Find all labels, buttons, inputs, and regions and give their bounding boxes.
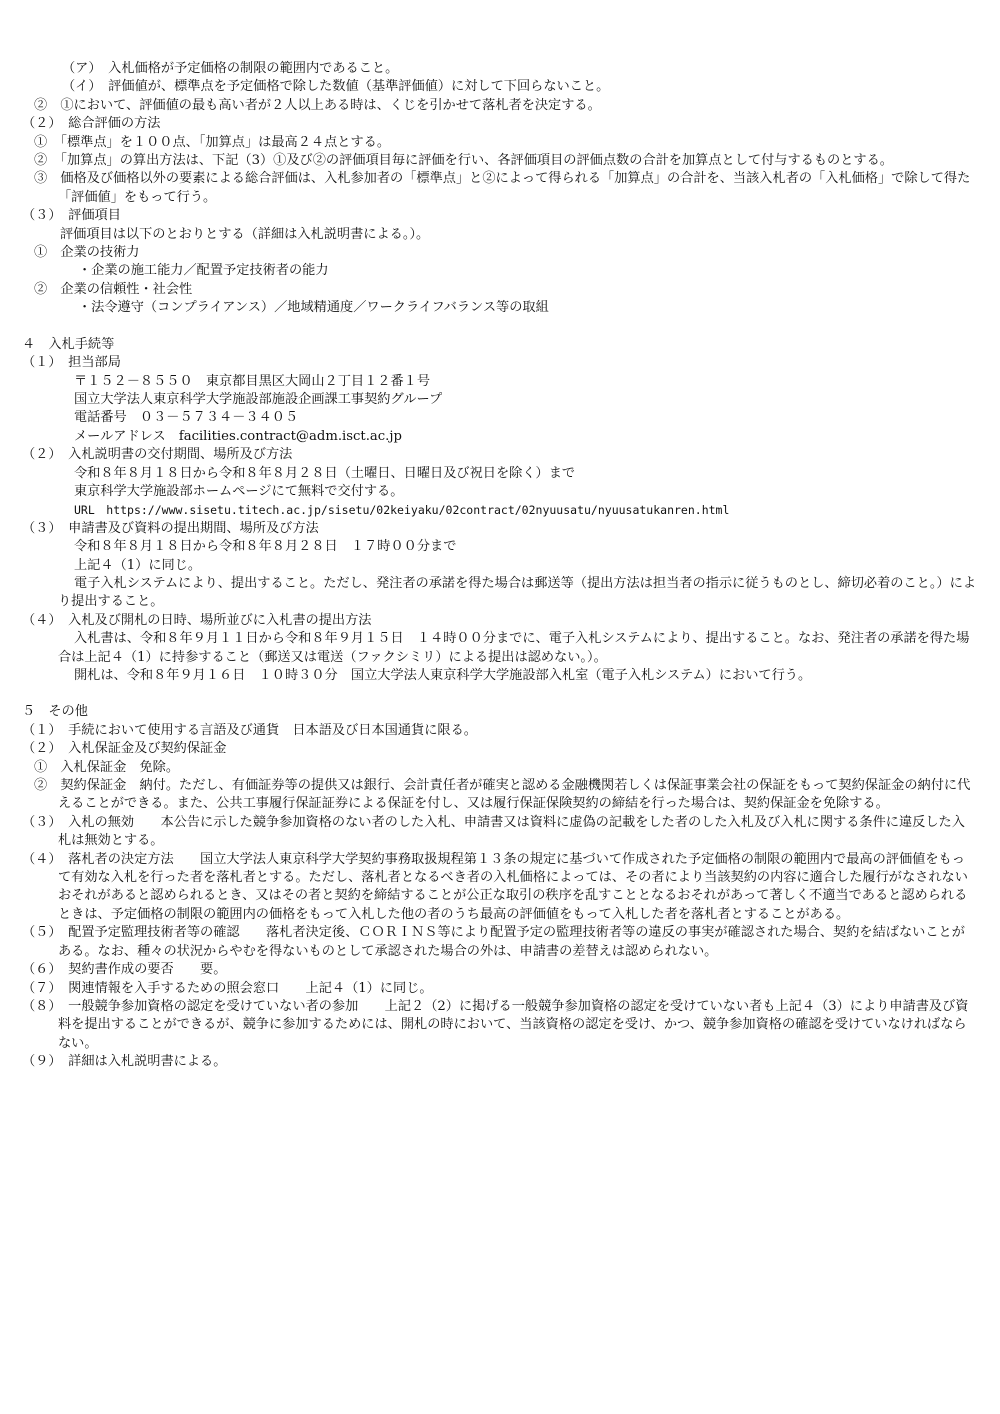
s5-2-bid-deposit: ① 入札保証金 免除。 bbox=[34, 759, 180, 775]
s4-2-method: 東京科学大学施設部ホームページにて無料で交付する。 bbox=[74, 483, 404, 499]
condition-a: （ア） 入札価格が予定価格の制限の範囲内であること。 bbox=[62, 61, 399, 76]
eval-items-heading: （３） 評価項目 bbox=[22, 208, 121, 224]
eval-item-2: ② 企業の信頼性・社会性 bbox=[34, 281, 193, 297]
s5-2-heading: （２） 入札保証金及び契約保証金 bbox=[22, 741, 227, 757]
s4-1-address: 〒１５２－８５５０ 東京都目黒区大岡山２丁目１２番１号 bbox=[74, 373, 431, 389]
s5-7-inquiry-contact: （７） 関連情報を入手するための照会窓口 上記４（1）に同じ。 bbox=[22, 980, 433, 996]
s4-2-heading: （２） 入札説明書の交付期間、場所及び方法 bbox=[22, 447, 293, 463]
eval-items-intro: 評価項目は以下のとおりとする（詳細は入札説明書による。）。 bbox=[60, 226, 430, 242]
s5-1-language: （１） 手続において使用する言語及び通貨 日本語及び日本国通貨に限る。 bbox=[22, 722, 477, 738]
s5-4-winner-decision: （４） 落札者の決定方法 国立大学法人東京科学大学契約事務取扱規程第１３条の規定に基づいて作成された予定価格の制限の範囲内で最高の評価値をもって有効な入札を行った者を落札者とする。ただし、落札者となるべき者の入札価格によっては、その者により当該契約の内容に適合した履行がなされないおそれがあると認められるとき、又はその者と契約を締結することが公正な取引の秩序を乱すこととなるおそれがあって著しく不適当であると認められるときは、予定価格の制限の範囲内の価格をもって入札した他の者のうち最高の評価値をもって入札した者を落札者とすることがある。 bbox=[22, 851, 968, 922]
s5-5-engineer-check: （５） 配置予定監理技術者等の確認 落札者決定後、ＣＯＲＩＮＳ等により配置予定の監理技術者等の違反の事実が確認された場合、契約を結ばないことがある。なお、種々の状況からやむを得ないものとして承認された場合の外は、申請書の差替えは認められない。 bbox=[22, 925, 965, 959]
s4-1-email[interactable]: メールアドレス facilities.contract@adm.isct.ac.jp bbox=[74, 428, 402, 444]
s5-2-contract-deposit: ② 契約保証金 納付。ただし、有価証券等の提供又は銀行、会計責任者が確実と認める金融機関若しくは保証事業会社の保証をもって契約保証金の納付に代えることができる。また、公共工事履行保証証券による保証を付し、又は履行保証保険契約の締結を行った場合は、契約保証金を免除する。 bbox=[34, 778, 971, 812]
s4-1-department: 国立大学法人東京科学大学施設部施設企画課工事契約グループ bbox=[74, 391, 443, 407]
document-body bbox=[22, 60, 978, 1072]
s5-3-invalid-bids: （３） 入札の無効 本公告に示した競争参加資格のない者のした入札、申請書又は資料に虚偽の記載をした者のした入札及び入札に関する条件に違反した入札は無効とする。 bbox=[22, 814, 965, 849]
section-5-title: ５ その他 bbox=[22, 704, 88, 720]
s5-6-contract-document: （６） 契約書作成の要否 要。 bbox=[22, 962, 227, 978]
s4-3-method: 電子入札システムにより、提出すること。ただし、発注者の承諾を得た場合は郵送等（提出方法は担当者の指示に従うものとし、締切必着のこと。）により提出すること。 bbox=[58, 575, 977, 610]
s4-1-phone: 電話番号 ０３－５７３４－３４０５ bbox=[74, 410, 299, 426]
s4-3-place: 上記４（1）に同じ。 bbox=[74, 557, 202, 573]
eval-method-item-2: ② 「加算点」の算出方法は、下記（3）①及び②の評価項目毎に評価を行い、各評価項目の評価点数の合計を加算点として付与するものとする。 bbox=[34, 153, 893, 169]
condition-b: （イ） 評価値が、標準点を予定価格で除した数値（基準評価値）に対して下回らないこと。 bbox=[62, 79, 610, 95]
eval-method-item-1: ① 「標準点」を１００点、「加算点」は最高２４点とする。 bbox=[34, 134, 391, 150]
eval-method-heading: （２） 総合評価の方法 bbox=[22, 116, 161, 132]
eval-item-1-detail: ・企業の施工能力／配置予定技術者の能力 bbox=[78, 263, 329, 279]
tie-breaker-item: ② ①において、評価値の最も高い者が２人以上ある時は、くじを引かせて落札者を決定する。 bbox=[34, 97, 601, 113]
s4-3-heading: （３） 申請書及び資料の提出期間、場所及び方法 bbox=[22, 520, 319, 536]
s4-2-period: 令和８年８月１８日から令和８年８月２８日（土曜日、日曜日及び祝日を除く）まで bbox=[74, 465, 576, 481]
s4-2-url-link[interactable]: URL https://www.sisetu.titech.ac.jp/sisetu/02keiyaku/02contract/02nyuusatu/nyuusatukanren.html bbox=[74, 503, 730, 518]
s4-1-heading: （１） 担当部局 bbox=[22, 355, 121, 371]
s5-9-details: （９） 詳細は入札説明書による。 bbox=[22, 1054, 227, 1070]
s4-3-period: 令和８年８月１８日から令和８年８月２８日 １７時００分まで bbox=[74, 539, 457, 555]
eval-method-item-3: ③ 価格及び価格以外の要素による総合評価は、入札参加者の「標準点」と②によって得られる「加算点」の合計を、当該入札者の「入札価格」で除して得た「評価値」をもって行う。 bbox=[34, 171, 971, 205]
s4-4-opening: 開札は、令和８年９月１６日 １０時３０分 国立大学法人東京科学大学施設部入札室（電子入札システム）において行う。 bbox=[74, 668, 812, 683]
eval-item-1: ① 企業の技術力 bbox=[34, 245, 140, 261]
s4-4-submission: 入札書は、令和８年９月１１日から令和８年９月１５日 １４時００分までに、電子入札システムにより、提出すること。なお、発注者の承諾を得た場合は上記４（1）に持参すること（郵送又は電送（ファクシミリ）による提出は認めない。）。 bbox=[58, 631, 970, 665]
section-4-title: ４ 入札手続等 bbox=[22, 336, 115, 352]
s5-8-unqualified-participation: （８） 一般競争参加資格の認定を受けていない者の参加 上記２（2）に掲げる一般競争参加資格の認定を受けていない者も上記４（3）により申請書及び資料を提出することができるが、競争に参加するためには、開札の時において、当該資格の認定を受け、かつ、競争参加資格の確認を受けていなければならない。 bbox=[22, 998, 969, 1051]
s4-4-heading: （４） 入札及び開札の日時、場所並びに入札書の提出方法 bbox=[22, 612, 372, 628]
eval-item-2-detail: ・法令遵守（コンプライアンス）／地域精通度／ワークライフバランス等の取組 bbox=[78, 300, 549, 316]
